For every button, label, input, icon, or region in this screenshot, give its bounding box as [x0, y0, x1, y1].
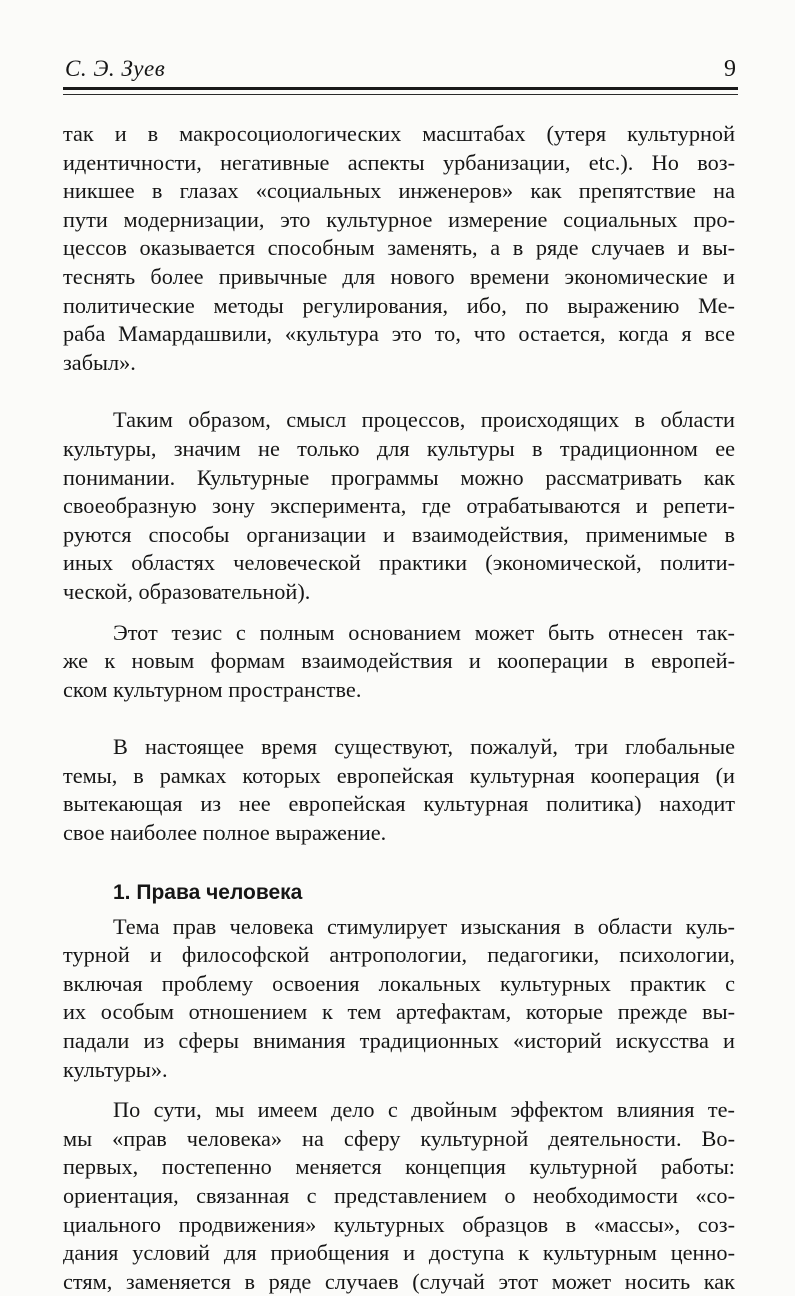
paragraph-6: [63, 1096, 735, 1296]
text-line: Тема прав человека стимулирует изыскания в области куль-: [113, 913, 735, 939]
text-line: ском культурном пространстве.: [63, 676, 362, 702]
text-line: культуры».: [63, 1056, 168, 1082]
section-heading: 1. Права человека: [113, 880, 303, 904]
text-line: вытекающая из нее европейская культурная политика) находит: [63, 791, 735, 817]
text-line: руются способы организации и взаимодействия, применимые в: [63, 521, 735, 547]
text-line: стям, заменяется в ряде случаев (случай этот может носить как: [63, 1268, 735, 1294]
text-line: забыл».: [63, 349, 136, 375]
paragraph-4: [63, 733, 735, 847]
text-line: политические методы регулирования, ибо, по выражению Ме-: [63, 292, 735, 318]
text-line: В настоящее время существуют, пожалуй, три глобальные: [113, 734, 735, 760]
paragraph-2: [63, 406, 735, 606]
text-line: так и в макросоциологических масштабах (утеря культурной: [63, 121, 735, 146]
paragraph-1: [63, 120, 735, 377]
text-line: ориентация, связанная с представлением о необходимости «со-: [63, 1183, 735, 1208]
text-line: иных областях человеческой практики (экономической, полити-: [63, 550, 735, 576]
text-line: никшее в глазах «социальных инженеров» как препятствие на: [63, 178, 735, 204]
text-line: Таким образом, смысл процессов, происходящих в области: [113, 407, 735, 433]
text-line: мы «прав человека» на сферу культурной деятельности. Во-: [63, 1125, 735, 1151]
header-rule-thin: [63, 94, 738, 95]
text-line: понимании. Культурные программы можно рассматривать как: [63, 464, 735, 490]
text-line: первых, постепенно меняется концепция культурной работы:: [63, 1154, 735, 1180]
text-line: ческой, образовательной).: [63, 578, 311, 604]
text-line: же к новым формам взаимодействия и кооперации в европей-: [63, 648, 735, 674]
running-header: [65, 54, 738, 86]
running-header-author: С. Э. Зуев: [65, 56, 166, 81]
text-line: цессов оказывается способным заменять, а в ряде случаев и вы-: [63, 235, 735, 261]
text-line: культуры, значим не только для культуры в традиционном ее: [63, 435, 735, 461]
text-line: падали из сферы внимания традиционных «историй искусства и: [63, 1028, 735, 1054]
text-line: пути модернизации, это культурное измерение социальных про-: [63, 206, 735, 232]
body-text: [63, 120, 735, 1296]
text-line: Этот тезис с полным основанием может быть отнесен так-: [113, 619, 735, 645]
paragraph-3: [63, 619, 735, 705]
text-line: По сути, мы имеем дело с двойным эффектом влияния те-: [113, 1097, 735, 1123]
text-line: турной и философской антропологии, педагогики, психологии,: [63, 942, 735, 968]
text-line: циального продвижения» культурных образцов в «массы», соз-: [63, 1211, 735, 1237]
text-line: темы, в рамках которых европейская культурная кооперация (и: [63, 762, 735, 788]
text-line: своеобразную зону эксперимента, где отрабатываются и репети-: [63, 493, 735, 519]
text-line: свое наиболее полное выражение.: [63, 820, 387, 846]
page-number: 9: [724, 56, 736, 82]
paragraph-5: [63, 913, 735, 1085]
text-line: дания условий для приобщения и доступа к культурным ценно-: [63, 1240, 735, 1266]
text-line: их особым отношением к тем артефактам, которые прежде вы-: [63, 999, 735, 1025]
header-rule-thick: [63, 87, 738, 90]
text-line: раба Мамардашвили, «культура это то, что остается, когда я все: [63, 321, 735, 347]
text-line: включая проблему освоения локальных культурных практик с: [63, 970, 735, 996]
text-line: теснять более привычные для нового времени экономические и: [63, 263, 735, 289]
text-line: идентичности, негативные аспекты урбанизации, etc.). Но воз-: [63, 149, 735, 175]
